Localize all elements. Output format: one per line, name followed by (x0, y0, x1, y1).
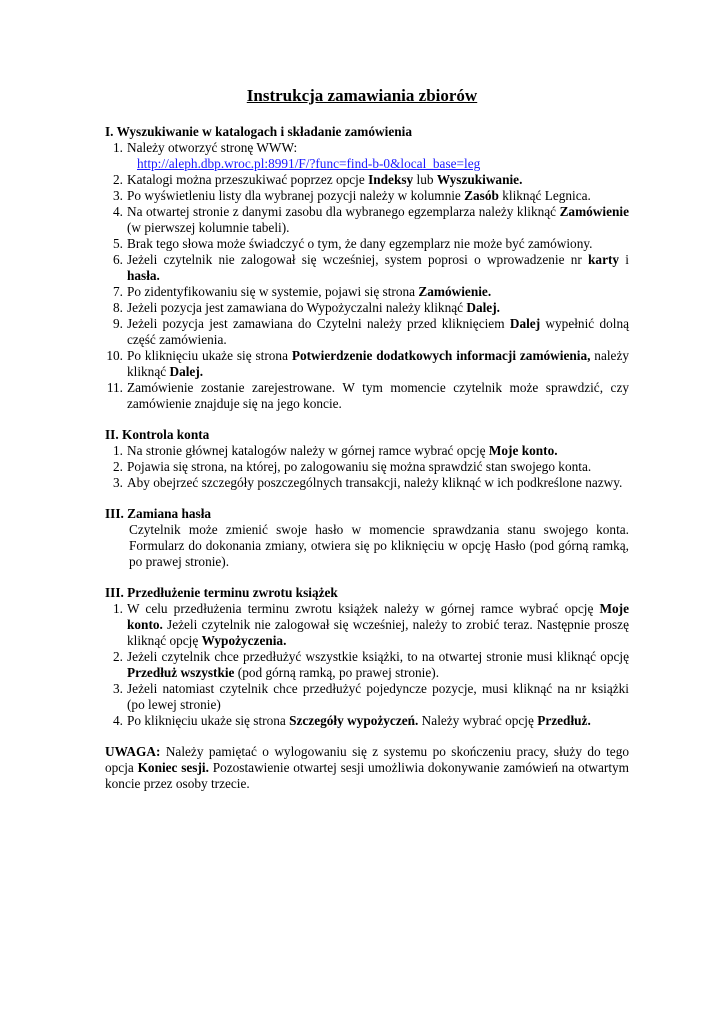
numbered-list (105, 140, 629, 412)
item-text: Należy otworzyć stronę WWW: (127, 140, 298, 155)
numbered-list (105, 443, 629, 491)
list-item (105, 601, 629, 649)
page-title: Instrukcja zamawiania zbiorów (246, 86, 478, 105)
item-text: kliknąć Legnica. (498, 188, 591, 203)
item-bold: Moje konto. (488, 443, 558, 458)
item-bold: hasła. (127, 268, 160, 283)
warning-text: Należy pamiętać o wylogowaniu się z systemu po skończeniu pracy, służy do tego opcja (105, 744, 629, 775)
item-bold: Zamówienie. (418, 284, 492, 299)
section-paragraph: Czytelnik może zmienić swoje hasło w momencie sprawdzania stanu swojego konta. Formularz do dokonania zmiany, otwiera się po kliknięciu w opcję Hasło (pod górną ramką, po prawej stronie). (129, 522, 629, 569)
item-bold: Dalej. (466, 300, 500, 315)
list-item (105, 649, 629, 681)
item-text: Zamówienie zostanie zarejestrowane. W tym momencie czytelnik może sprawdzić, czy zamówienie znajduje się na jego koncie. (127, 380, 629, 411)
section-account-control (105, 427, 629, 491)
item-text: Po kliknięciu ukaże się strona (127, 713, 290, 728)
item-number: 3. (113, 681, 123, 696)
warning-text: Pozostawienie otwartej sesji umożliwia dokonywanie zamówień na otwartym koncie przez osoby trzecie. (105, 760, 630, 791)
item-text: Należy wybrać opcję (418, 713, 538, 728)
item-number: 1. (113, 443, 123, 458)
item-number: 8. (113, 300, 123, 315)
item-number: 1. (113, 601, 123, 616)
item-text: W celu przedłużenia terminu zwrotu książek należy w górnej ramce wybrać opcję (127, 601, 600, 616)
item-number: 2. (113, 172, 123, 187)
item-number: 10. (106, 348, 123, 363)
item-text: (w pierwszej kolumnie tabeli). (127, 220, 290, 235)
item-text: (pod górną ramką, po prawej stronie). (234, 665, 440, 680)
item-number: 4. (113, 713, 123, 728)
list-item (105, 443, 629, 459)
item-text: Po wyświetleniu listy dla wybranej pozycji należy w kolumnie (127, 188, 465, 203)
item-number: 1. (113, 140, 123, 155)
item-number: 6. (113, 252, 123, 267)
section-loan-extension (105, 585, 629, 729)
item-text: Jeżeli natomiast czytelnik chce przedłużyć pojedyncze pozycje, musi kliknąć na nr książki (po lewej stronie) (127, 681, 629, 712)
item-number: 11. (106, 380, 123, 395)
item-number: 7. (113, 284, 123, 299)
item-text: Aby obejrzeć szczegóły poszczególnych transakcji, należy kliknąć w ich podkreślone nazwy. (127, 475, 623, 490)
item-text: Po kliknięciu ukaże się strona (127, 348, 292, 363)
section-heading: III. Przedłużenie terminu zwrotu książek (105, 585, 338, 600)
list-item (105, 252, 629, 284)
item-bold: Dalej. (169, 364, 204, 379)
item-number: 2. (113, 459, 123, 474)
item-text: wypełnić dolną część zamówienia. (127, 316, 630, 347)
item-text: Jeżeli pozycja jest zamawiana do Wypożyczalni należy kliknąć (127, 300, 467, 315)
item-bold: Wyszukiwanie. (436, 172, 523, 187)
warning-bold: Koniec sesji. (137, 760, 209, 775)
item-bold: Potwierdzenie dodatkowych informacji zamówienia, (291, 348, 591, 363)
item-text: Na stronie głównej katalogów należy w górnej ramce wybrać opcję (127, 443, 489, 458)
section-search-order (105, 124, 629, 412)
list-item (105, 713, 629, 729)
item-text: Katalogi można przeszukiwać poprzez opcje (127, 172, 369, 187)
section-heading: III. Zamiana hasła (105, 506, 212, 521)
list-item (105, 475, 629, 491)
item-bold: Indeksy (368, 172, 414, 187)
list-item (105, 380, 629, 412)
item-text: Jeżeli czytelnik nie zalogował się wcześniej, należy to zrobić teraz. Następnie proszę kliknąć opcję (127, 617, 629, 648)
item-bold: Dalej (509, 316, 541, 331)
list-item (105, 204, 629, 236)
warning-label: UWAGA: (105, 744, 161, 759)
list-item (105, 140, 629, 156)
item-number: 3. (113, 188, 123, 203)
section-heading: II. Kontrola konta (105, 427, 210, 442)
list-item (105, 459, 629, 475)
list-item (105, 300, 629, 316)
list-item (105, 188, 629, 204)
list-item (105, 156, 629, 172)
item-text: Pojawia się strona, na której, po zalogowaniu się można sprawdzić stan swojego konta. (127, 459, 592, 474)
item-bold: Przedłuż wszystkie (127, 665, 235, 680)
item-number: 5. (113, 236, 123, 251)
item-number: 3. (113, 475, 123, 490)
item-bold: karty (588, 252, 620, 267)
item-bold: Wypożyczenia. (201, 633, 287, 648)
item-number: 4. (113, 204, 123, 219)
list-item (105, 348, 629, 380)
item-bold: Moje konto. (127, 601, 629, 632)
numbered-list (105, 601, 629, 729)
item-text: należy kliknąć (127, 348, 630, 379)
item-number: 9. (113, 316, 123, 331)
item-text: i (619, 252, 629, 267)
catalog-link[interactable]: http://aleph.dbp.wroc.pl:8991/F/?func=find-b-0&local_base=leg (137, 156, 481, 171)
item-bold: Zasób (464, 188, 499, 203)
item-text: Brak tego słowa może świadczyć o tym, że dany egzemplarz nie może być zamówiony. (127, 236, 593, 251)
item-bold: Szczegóły wypożyczeń. (289, 713, 419, 728)
item-bold: Przedłuż. (537, 713, 591, 728)
section-password-change (105, 506, 629, 570)
section-heading: I. Wyszukiwanie w katalogach i składanie zamówienia (105, 124, 412, 139)
item-text: Jeżeli czytelnik nie zalogował się wcześniej, system poprosi o wprowadzenie nr (127, 252, 589, 267)
list-item (105, 284, 629, 300)
item-text: Po zidentyfikowaniu się w systemie, pojawi się strona (127, 284, 419, 299)
item-text: lub (413, 172, 437, 187)
item-text: Na otwartej stronie z danymi zasobu dla wybranego egzemplarza należy kliknąć (127, 204, 560, 219)
list-item (105, 316, 629, 348)
item-text: Jeżeli pozycja jest zamawiana do Czytelni należy przed kliknięciem (127, 316, 510, 331)
document-body (105, 124, 629, 792)
list-item (105, 172, 629, 188)
item-number: 2. (113, 649, 123, 664)
warning-paragraph (105, 744, 629, 792)
list-item (105, 681, 629, 713)
item-bold: Zamówienie (559, 204, 629, 219)
item-text: Jeżeli czytelnik chce przedłużyć wszystkie książki, to na otwartej stronie musi kliknąć opcję (127, 649, 629, 664)
list-item (105, 236, 629, 252)
